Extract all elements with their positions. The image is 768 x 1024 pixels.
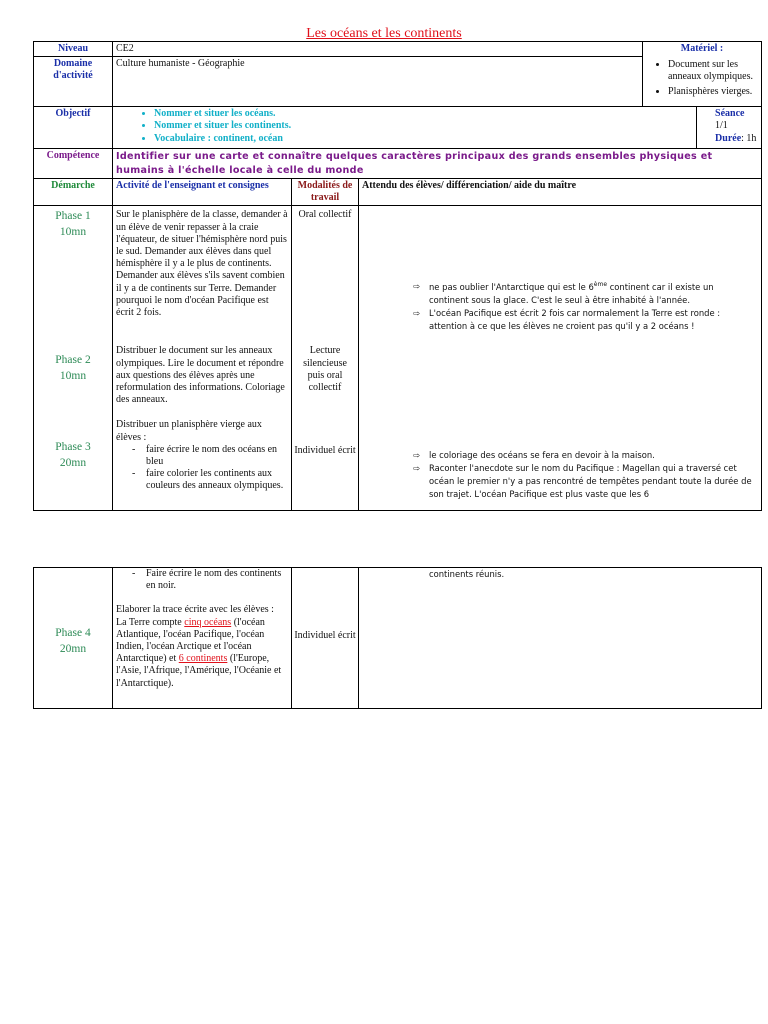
domaine-value: Culture humaniste - Géographie [113, 57, 643, 107]
cinq-oceans-link: cinq océans [184, 616, 232, 628]
six-continents-link: 6 continents [178, 653, 228, 665]
phase-4: Phase 4 20mn [55, 627, 91, 655]
seance-label: Séance [715, 108, 745, 120]
materiel-label: Matériel : [680, 43, 724, 54]
modalites-col [292, 206, 359, 511]
niveau-label: Niveau [34, 42, 113, 57]
seance-cell [697, 107, 762, 149]
activity-phase-4: Elaborer la trace écrite avec les élèves : La Terre compte cinq océans (l'océan Atlantique, l'océan Pacifique, l'océan Indien, l'océan Arctique et l'océan Antarctique) et 6 continents (l'Europe, l'Asie, l'Afrique, l'Amérique, l'Océanie et l'Antarctique). [116, 604, 288, 689]
attendu-notes-1: ⇨ ne pas oublier l'Antarctique qui est le 6ème continent car il existe un continent sous la glace. C'est le seul à être inhabité à l'année. ⇨ L'océan Pacifique est écrit 2 fois car normalement la Terre est ronde : attention à ce que les élèves ne croient pas qu'il y a 2 océans ! [413, 281, 721, 332]
duree-value: : 1h [741, 132, 757, 144]
materiel-item: • Planisphères vierges. [668, 86, 758, 98]
objectifs-cell [113, 107, 697, 149]
activity-phase-3: Distribuer un planisphère vierge aux élèves : - faire écrire le nom des océans en bleu - faire colorier les continents aux couleurs des anneaux olympiques. [116, 419, 288, 492]
demarche-col [34, 568, 113, 709]
objectif-label: Objectif [34, 107, 113, 149]
activite-col [113, 568, 292, 709]
materiel-cell [643, 42, 762, 107]
modalite-phase-4: Individuel écrit [294, 630, 356, 641]
list-item: - faire colorier les continents aux couleurs des anneaux olympiques. [146, 468, 288, 492]
activite-col [113, 206, 292, 511]
objectif-item: • Vocabulaire : continent, océan [154, 133, 693, 145]
competence-label: Compétence [34, 149, 113, 179]
lesson-table-continued [33, 567, 762, 709]
arrow-icon: ⇨ [413, 450, 421, 461]
materiel-item: • Document sur les anneaux olympiques. [668, 59, 758, 83]
attendu-col [359, 206, 762, 511]
trace-ecrite: La Terre compte cinq océans (l'océan Atlantique, l'océan Pacifique, l'océan Indien, l'océan Arctique et l'océan Antarctique) et 6 continents (l'Europe, l'Asie, l'Afrique, l'Amérique, l'Océanie et l'Antarctique). [116, 616, 282, 689]
phase-1: Phase 1 10mn [55, 210, 91, 238]
list-item: - faire écrire le nom des océans en bleu [146, 444, 288, 468]
demarche-header: Démarche [34, 179, 113, 206]
niveau-value: CE2 [113, 42, 643, 57]
objectif-item: • Nommer et situer les continents. [154, 120, 693, 132]
activity-phase-1: Sur le planisphère de la classe, demander à un élève de venir repasser à la craie l'équateur, de situer l'hémisphère nord puis le sud. Demander aux élèves dans quel hémisphère il y a le plus de continents. Demander aux élèves s'ils savent combien il y a de continents sur Terre. Demander pourquoi le nom d'océan Pacifique est écrit 2 fois. [116, 209, 288, 318]
activity-phase-2: Distribuer le document sur les anneaux olympiques. Lire le document et répondre aux questions des élèves après une reformulation des informations. Coloriage des anneaux. [116, 345, 285, 406]
arrow-icon: ⇨ [413, 463, 421, 474]
modalites-col [292, 568, 359, 709]
attendu-notes-2: ⇨ le coloriage des océans se fera en devoir à la maison. ⇨ Raconter l'anecdote sur le nom du Pacifique : Magellan qui a traversé cet océan le premier n'y a pas rencontré de tempêtes pendant toute la durée de son trajet. L'océan Pacifique est plus vaste que les 6 [413, 450, 752, 500]
modalite-phase-3: Individuel écrit [294, 445, 356, 457]
arrow-icon: ⇨ [413, 281, 421, 292]
modalite-phase-1: Oral collectif [298, 209, 352, 221]
modalite-phase-2: Lecture silencieuse puis oral collectif [303, 345, 347, 393]
demarche-col [34, 206, 113, 511]
phase-3: Phase 3 20mn [55, 441, 91, 469]
page-title: Les océans et les continents [306, 26, 462, 41]
seance-value: 1/1 [715, 120, 728, 132]
modalites-header: Modalités de travail [292, 179, 359, 206]
duree-label: Durée [715, 132, 742, 144]
list-item: - Faire écrire le nom des continents en noir. [146, 568, 288, 592]
domaine-label: Domaine d'activité [34, 57, 113, 107]
phase-2: Phase 2 10mn [55, 354, 91, 382]
attendu-header: Attendu des élèves/ différenciation/ aide du maître [359, 179, 762, 206]
lesson-table [33, 41, 762, 511]
objectif-item: • Nommer et situer les océans. [154, 108, 693, 120]
arrow-icon: ⇨ [413, 308, 421, 319]
attendu-note-cont: continents réunis. [429, 569, 505, 579]
activite-header: Activité de l'enseignant et consignes [113, 179, 292, 206]
attendu-col [359, 568, 762, 709]
competence-value: Identifier sur une carte et connaître quelques caractères principaux des grands ensembles physiques et humains à l'échelle locale à celle du monde [113, 149, 762, 179]
